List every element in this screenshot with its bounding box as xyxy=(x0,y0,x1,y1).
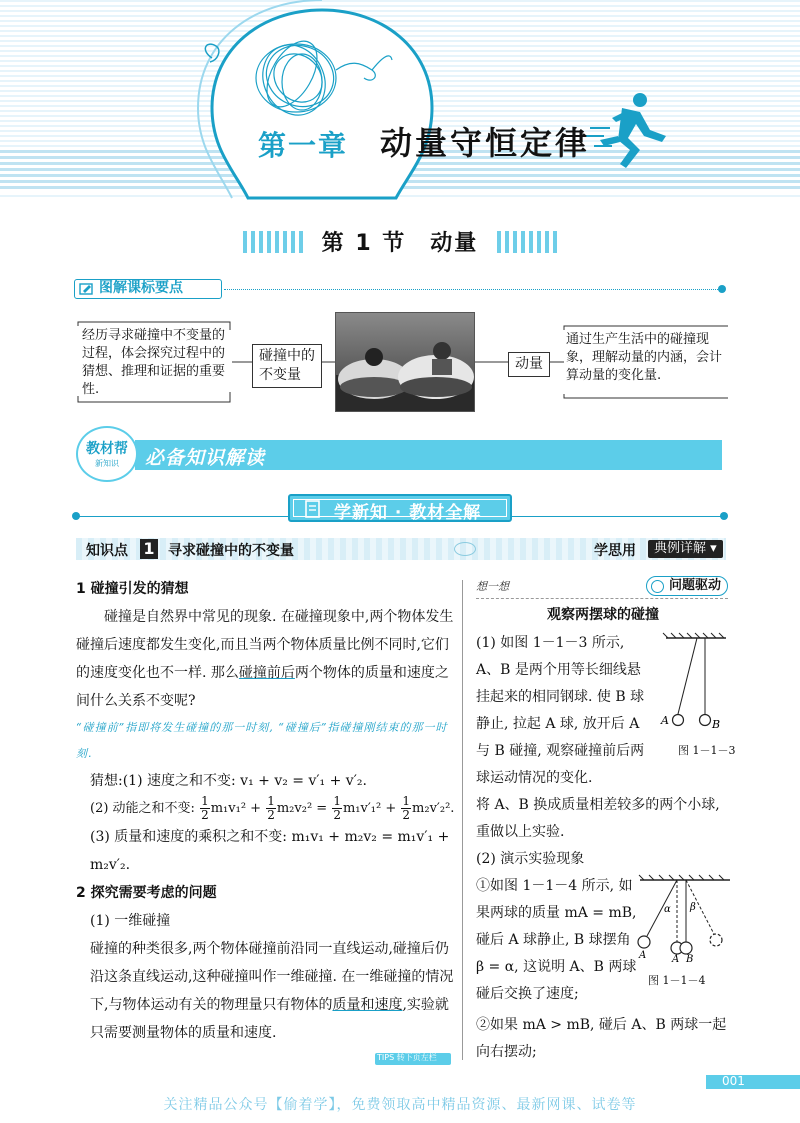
required-title: 必备知识解读 xyxy=(145,447,266,469)
handwritten-note: “碰撞前”指即将发生碰撞的那一时刻, “碰撞后”指碰撞刚结束的那一时刻. xyxy=(76,721,448,760)
right-para-4: ①如图 1－1－4 所示, 如果两球的质量 mA = mB, 碰后 A 球静止, B 球摆角 β = α, 这说明 A、B 两球碰后交换了速度; xyxy=(476,878,637,1002)
para-collision: 碰撞是自然界中常见的现象. 在碰撞现象中,两个物体发生碰撞后速度都发生变化,而且当两个物体质量比例不同时,它们的速度变化也不一样. 那么碰撞前后两个物体的质量和速度之间什么关系不变呢? xyxy=(76,609,454,709)
page-number: 001 xyxy=(722,1074,745,1088)
sub-1d: (1) 一维碰撞 xyxy=(90,913,171,929)
heading-guess: 1 碰撞引发的猜想 xyxy=(76,581,189,597)
footer-watermark: 关注精品公众号【偷着学】，免费领取高中精品资源、最新网课、试卷等 xyxy=(163,1097,637,1113)
think-label: 想一想 xyxy=(476,580,509,593)
svg-text:α: α xyxy=(664,904,671,915)
heading-issues: 2 探究需要考虑的问题 xyxy=(76,885,217,901)
node-invariant: 碰撞中的不变量 xyxy=(252,344,322,388)
guess-2: (2) 动能之和不变: $\frac{1}{2}$ m₁v₁² + $\frac{1}{2}$ m₂v₂² = $\frac{1}{2}$ m₁v′₁² + $\frac{1}{2}$ m₂v′₂². xyxy=(90,794,455,822)
badge-main: 教材帮 xyxy=(86,441,128,457)
guess-3: (3) 质量和速度的乘积之和不变: m₁v₁ + m₂v₂ = m₁v′₁ + m₂v′₂. xyxy=(90,829,450,873)
chapter-title: 动量守恒定律 xyxy=(380,124,591,162)
kp-right-label: 学思用 xyxy=(594,543,636,559)
svg-text:A: A xyxy=(639,950,647,961)
svg-text:β: β xyxy=(690,902,696,913)
kp-name: 寻求碰撞中的不变量 xyxy=(168,543,294,559)
page-number-bar xyxy=(706,1075,800,1089)
right-para-1: (1) 如图 1－1－3 所示, A、B 是两个用等长细线悬挂起来的相同钢球. 使 B 球静止, 拉起 A 球, 放开后 A 与 B 碰撞, 观察碰撞前后两球运动情况的变化. xyxy=(476,635,645,786)
objectives-right-text: 通过生产生活中的碰撞现象，理解动量的内涵，会计算动量的变化量. xyxy=(566,332,723,383)
figure-caption-1: 图 1－1－3 xyxy=(678,744,736,757)
tips-label: TIPS 转下页左栏 xyxy=(377,1053,437,1062)
figure-caption-2: 图 1－1－4 xyxy=(648,974,706,987)
chapter-label: 第一章 xyxy=(258,129,349,162)
svg-text:B: B xyxy=(712,718,721,731)
right-para-5: ②如果 mA > mB, 碰后 A、B 两球一起向右摆动; xyxy=(476,1017,727,1060)
objectives-left-text: 经历寻求碰撞中不变量的过程，体会探究过程中的猜想、推理和证据的重要性. xyxy=(82,328,226,397)
guess-1: 猜想:(1) 速度之和不变: v₁ + v₂ = v′₁ + v′₂. xyxy=(90,773,367,789)
svg-text:A: A xyxy=(661,714,669,727)
node-momentum: 动量 xyxy=(508,352,550,377)
section-title: 第 1 节 动量 xyxy=(321,231,479,256)
learn-title: 学新知 · 教材全解 xyxy=(334,503,482,523)
kp-right-tag: 典例详解 ▾ xyxy=(648,540,723,558)
svg-text:A: A xyxy=(672,954,680,965)
para-1d: 碰撞的种类很多,两个物体碰撞前沿同一直线运动,碰撞后仍沿这条直线运动,这种碰撞叫作一维碰撞. 在一维碰撞的情况下,与物体运动有关的物理量只有物体的质量和速度,实验就只需要测量物体的质量和速度. xyxy=(90,941,454,1041)
svg-text:B: B xyxy=(686,954,694,965)
right-para-3: (2) 演示实验现象 xyxy=(476,851,585,867)
question-drive-tag: 问题驱动 xyxy=(646,576,728,596)
kp-number: 1 xyxy=(140,539,158,559)
objectives-tag-label: 图解课标要点 xyxy=(99,280,183,296)
underline-before-after: 碰撞前后 xyxy=(238,665,295,681)
kp-label: 知识点 xyxy=(86,543,128,559)
badge-sub: 新知识 xyxy=(95,459,119,468)
right-para-2: 将 A、B 换成质量相差较多的两个小球, 重做以上实验. xyxy=(476,797,720,840)
right-title: 观察两摆球的碰撞 xyxy=(547,607,659,623)
underline-mass-speed: 质量和速度 xyxy=(332,997,403,1013)
